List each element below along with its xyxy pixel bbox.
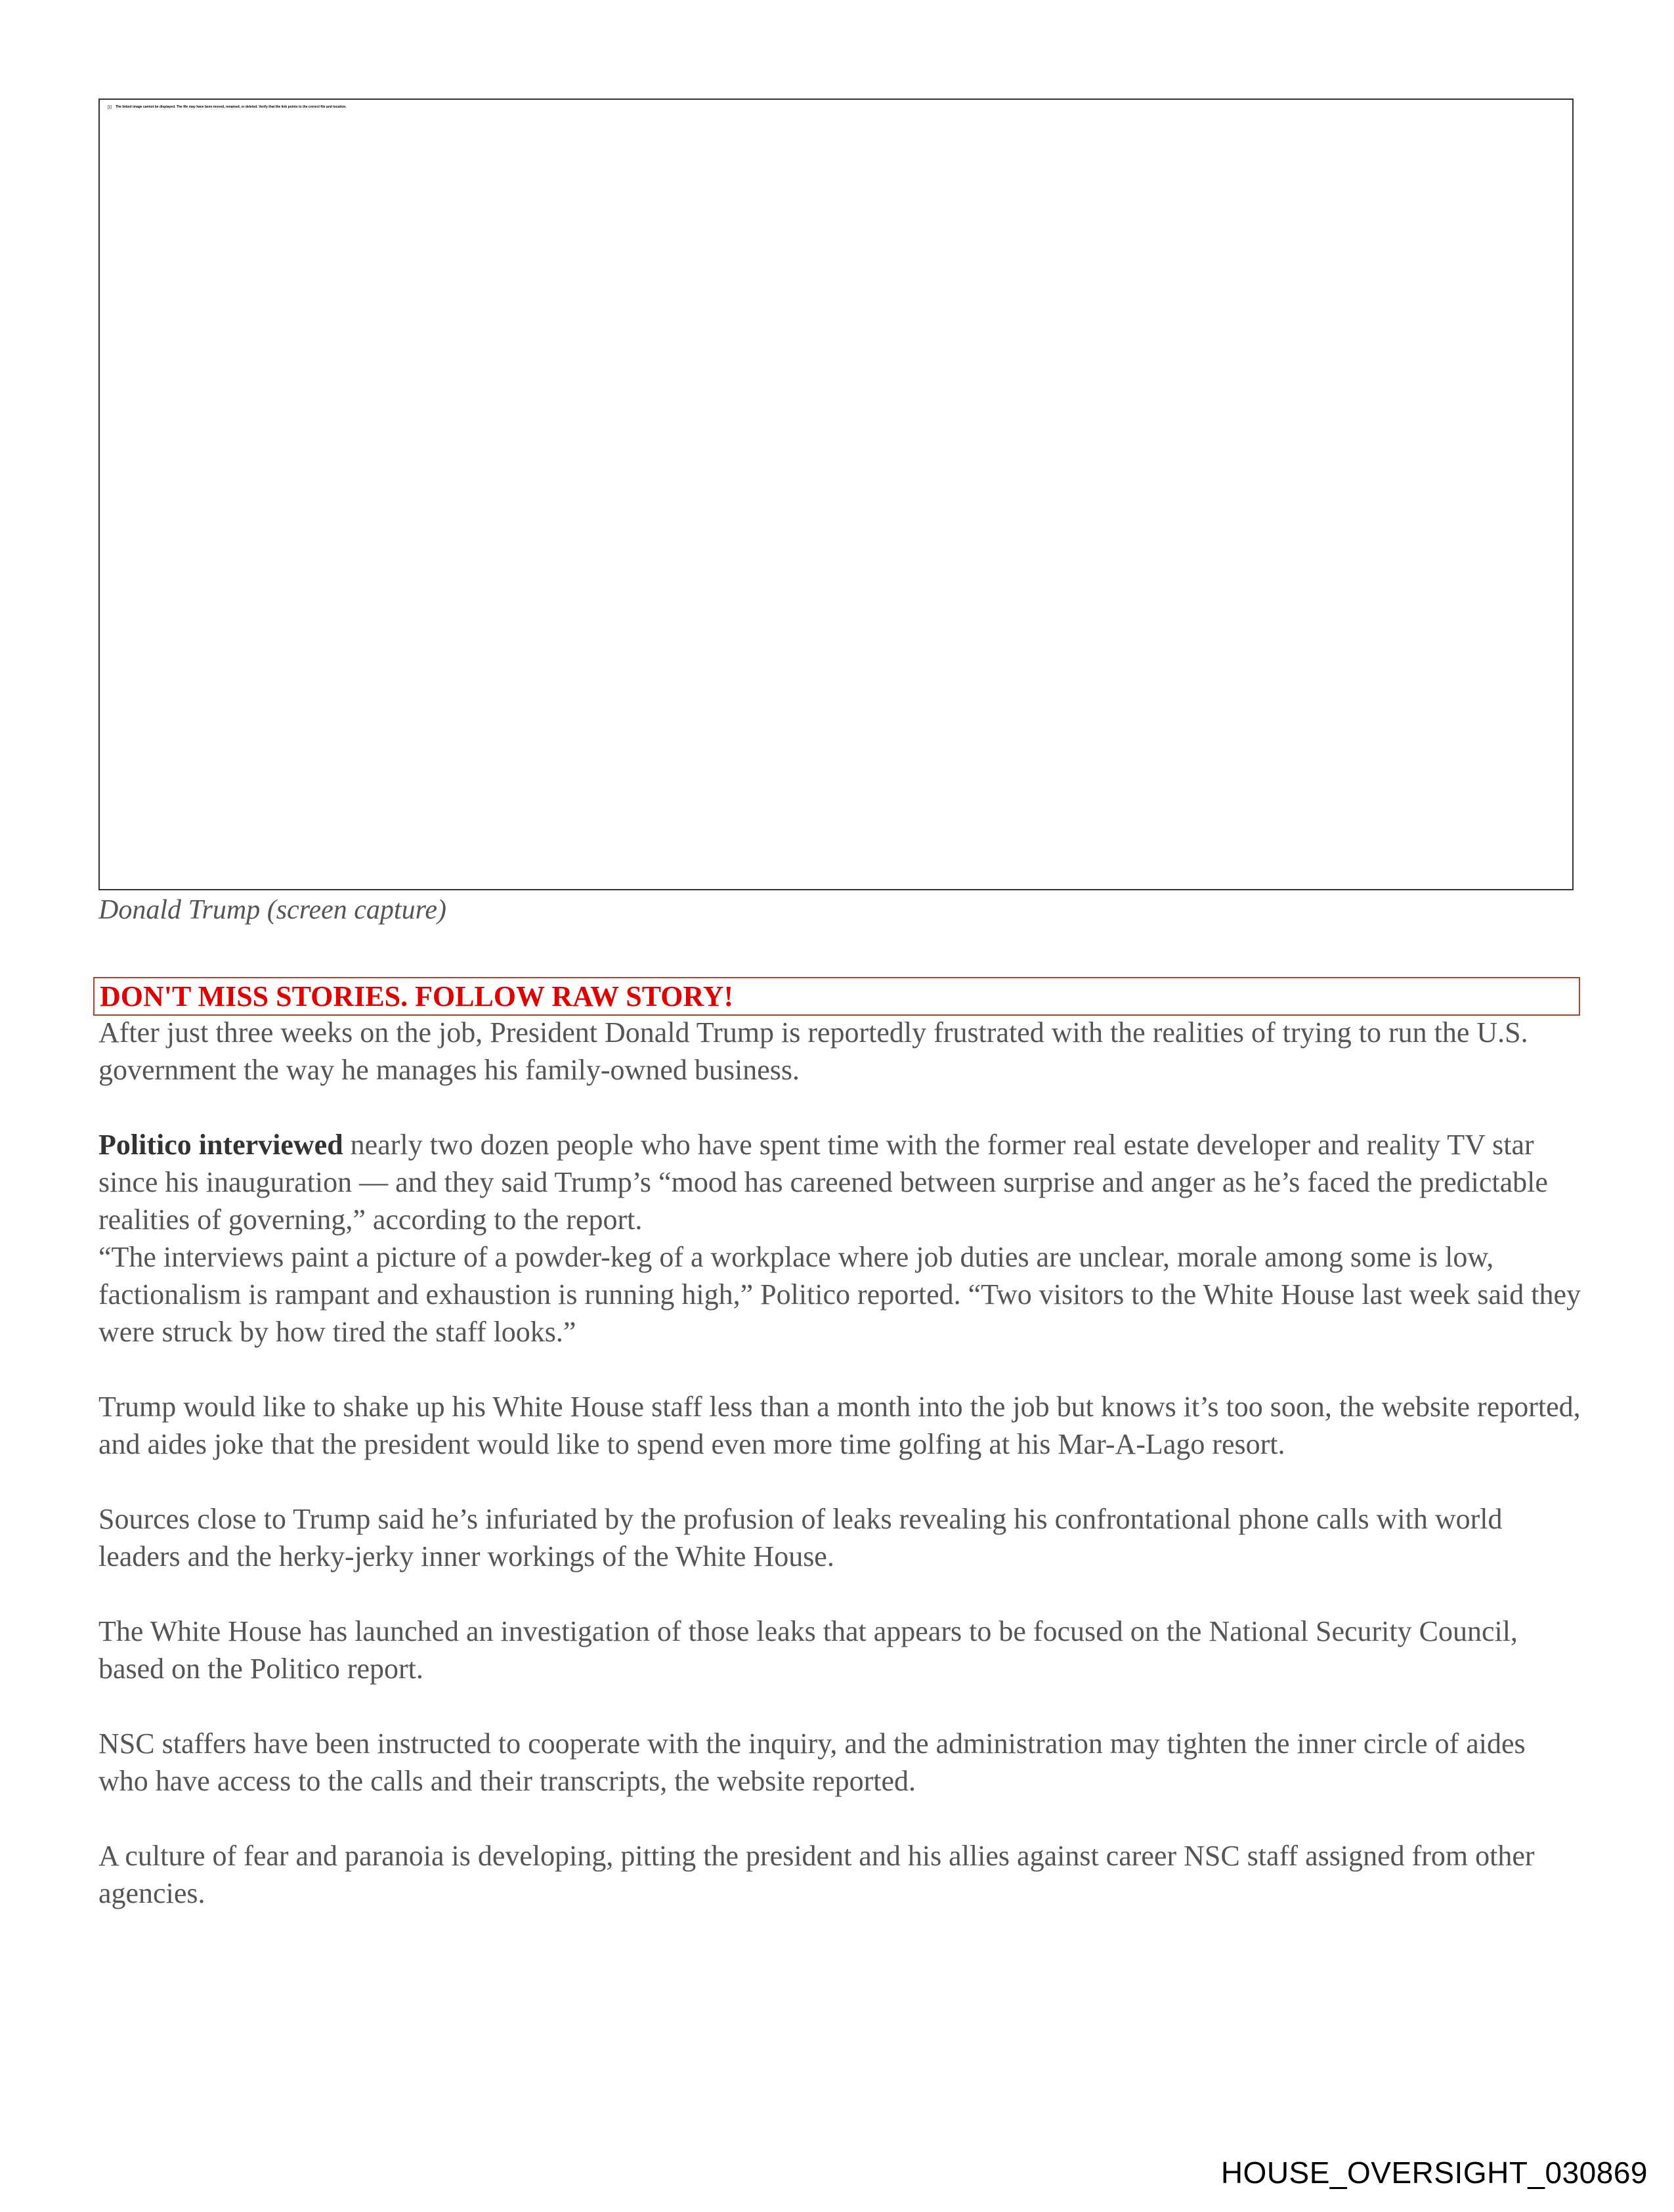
article-paragraph <box>98 1500 1582 1575</box>
article-body <box>98 1014 1582 1949</box>
paragraph-text: NSC staffers have been instructed to cooperate with the inquiry, and the administration may tighten the inner circle of aides who have access to the calls and their transcripts, the website reported. <box>98 1727 1526 1797</box>
article-paragraph <box>98 1613 1582 1687</box>
broken-image-icon <box>108 105 112 109</box>
broken-image-message <box>108 105 347 109</box>
paragraph-text: “The interviews paint a picture of a powder-keg of a workplace where job duties are unclear, morale among some is low, factionalism is rampant and exhaustion is running high,” Politico reported. “Two visitors to the White House last week said they were struck by how tired the staff looks.” <box>98 1241 1581 1348</box>
article-paragraph <box>98 1388 1582 1463</box>
paragraph-text: A culture of fear and paranoia is developing, pitting the president and his allies against career NSC staff assigned from other agencies. <box>98 1840 1535 1909</box>
broken-image-text: The linked image cannot be displayed. The file may have been moved, renamed, or deleted. Verify that the link points to the correct file and location. <box>116 105 347 109</box>
paragraph-text: Trump would like to shake up his White House staff less than a month into the job but knows it’s too soon, the website reported, and aides joke that the president would like to spend even more time golfing at his Mar-A-Lago resort. <box>98 1391 1581 1460</box>
follow-raw-story-link[interactable]: DON'T MISS STORIES. FOLLOW RAW STORY! <box>100 980 734 1012</box>
article-paragraph <box>98 1014 1582 1089</box>
image-caption: Donald Trump (screen capture) <box>98 895 446 925</box>
promo-banner[interactable] <box>93 977 1580 1016</box>
article-paragraph <box>98 1837 1582 1912</box>
paragraph-text: nearly two dozen people who have spent time with the former real estate developer and reality TV star since his inauguration — and they said Trump’s “mood has careened between surprise and anger as he’s faced the predictable realities of governing,” according to the report. <box>98 1129 1548 1236</box>
bates-number: HOUSE_OVERSIGHT_030869 <box>1220 2156 1648 2190</box>
paragraph-text: The White House has launched an investigation of those leaks that appears to be focused on the National Security Council, based on the Politico report. <box>98 1615 1518 1685</box>
paragraph-text: Sources close to Trump said he’s infuriated by the profusion of leaks revealing his confrontational phone calls with world leaders and the herky-jerky inner workings of the White House. <box>98 1503 1503 1572</box>
paragraph-text: After just three weeks on the job, President Donald Trump is reportedly frustrated with the realities of trying to run the U.S. government the way he manages his family-owned business. <box>98 1016 1528 1086</box>
article-paragraph <box>98 1126 1582 1238</box>
article-paragraph <box>98 1238 1582 1351</box>
politico-interviewed-link[interactable]: Politico interviewed <box>98 1129 343 1161</box>
broken-image-placeholder <box>98 98 1574 890</box>
article-paragraph <box>98 1725 1582 1800</box>
